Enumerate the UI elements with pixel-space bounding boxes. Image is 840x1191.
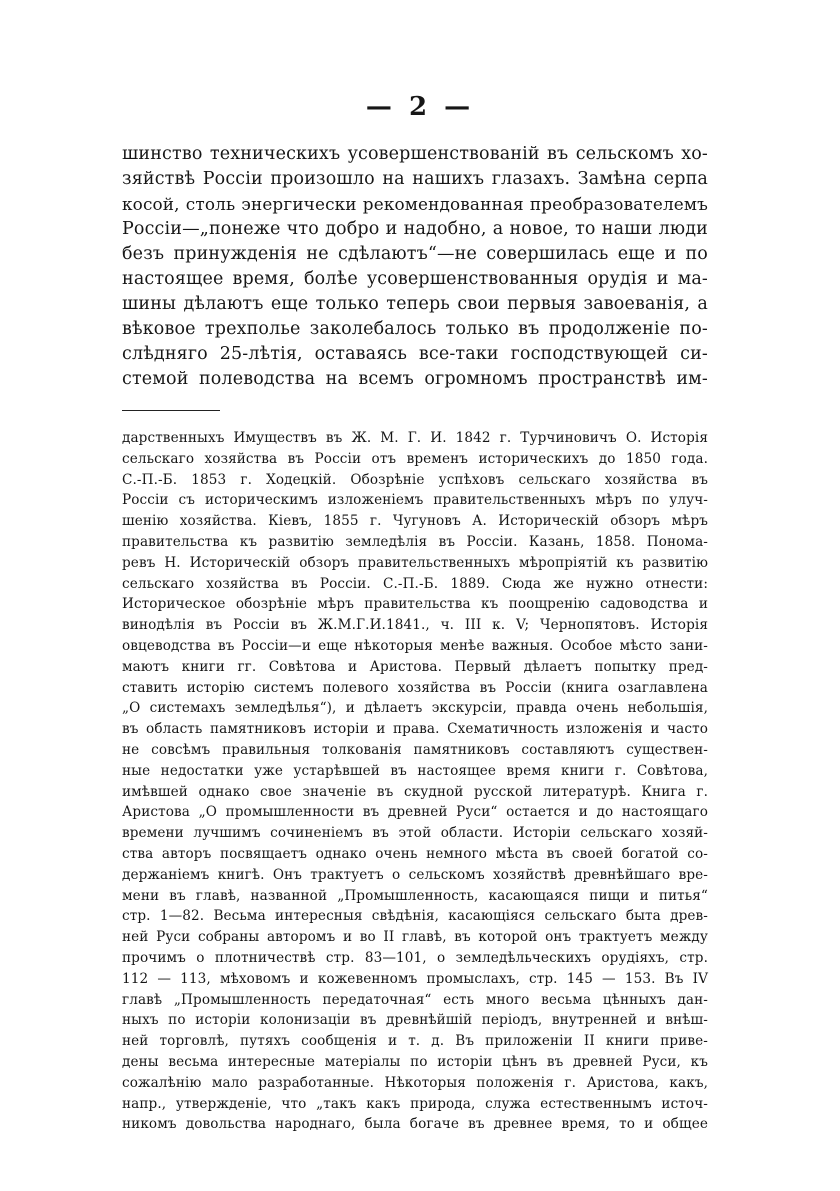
footnote-line: винодѣлія въ Россіи въ Ж.М.Г.И.1841., ч. III к. V; Чернопятовъ. Исторія bbox=[122, 617, 708, 634]
footnote-line: Аристова „О промышленности въ древней Руси“ остается и до настоящаго bbox=[122, 804, 708, 821]
footnote-line: шенію хозяйства. Кіевъ, 1855 г. Чугуновъ А. Историческій обзоръ мѣръ bbox=[122, 513, 708, 530]
main-text-line: слѣдняго 25-лѣтія, оставаясь все-таки господствующей си- bbox=[122, 344, 708, 364]
footnote-line: Россіи съ историческимъ изложеніемъ правительственныхъ мѣръ по улуч- bbox=[122, 492, 708, 509]
footnote-line: прочимъ о плотничествѣ стр. 83—101, о земледѣльческихъ орудіяхъ, стр. bbox=[122, 949, 708, 966]
footnote-line: 112 — 113, мѣховомъ и кожевенномъ промыслахъ, стр. 145 — 153. Въ IV bbox=[122, 970, 708, 987]
footnote-line: ставить исторію системъ полевого хозяйства въ Россіи (книга озаглавлена bbox=[122, 679, 708, 696]
footnote-line: маютъ книги гг. Совѣтова и Аристова. Первый дѣлаетъ попытку пред- bbox=[122, 658, 708, 675]
main-text-line: Россіи—„понеже что добро и надобно, а новое, то наши люди bbox=[122, 219, 708, 239]
main-text-line: настоящее время, болѣе усовершенствованныя орудія и ма- bbox=[122, 269, 708, 289]
footnote-line: никомъ довольства народнаго, была богаче въ древнее время, то и общее bbox=[122, 1116, 708, 1133]
footnote-line: въ область памятниковъ исторіи и права. Схематичность изложенія и часто bbox=[122, 721, 708, 738]
main-text-line: косой, столь энергически рекомендованная преобразователемъ bbox=[122, 194, 708, 214]
main-text-line: безъ принужденія не сдѣлаютъ“—не совершилась еще и по bbox=[122, 244, 708, 264]
footnote-line: Историческое обозрѣніе мѣръ правительства къ поощренію садоводства и bbox=[122, 596, 708, 613]
main-text-line: вѣковое трехполье заколебалось только въ продолженіе по- bbox=[122, 319, 708, 339]
footnote-line: „О системахъ земледѣлья“), и дѣлаетъ экскурсіи, правда очень небольшія, bbox=[122, 700, 708, 717]
footnote-block bbox=[122, 428, 708, 1135]
main-text-line: шинство техническихъ усовершенствованій въ сельскомъ хо- bbox=[122, 144, 708, 164]
footnote-line: напр., утвержденіе, что „такъ какъ природа, служа естественнымъ источ- bbox=[122, 1095, 708, 1112]
footnote-line: ства авторъ посвящаетъ однако очень немного мѣста въ своей богатой со- bbox=[122, 845, 708, 862]
footnote-line: не совсѣмъ правильныя толкованія памятниковъ составляютъ существен- bbox=[122, 741, 708, 758]
footnote-line: дарственныхъ Имуществъ въ Ж. М. Г. И. 1842 г. Турчиновичъ О. Исторія bbox=[122, 430, 708, 446]
footnote-line: сожалѣнію мало разработанные. Нѣкоторыя положенія г. Аристова, какъ, bbox=[122, 1074, 708, 1091]
footnote-line: ревъ Н. Историческій обзоръ правительственныхъ мѣропріятій къ развитію bbox=[122, 554, 708, 571]
footnote-line: главѣ „Промышленность передаточная“ есть много весьма цѣнныхъ дан- bbox=[122, 991, 708, 1008]
footnote-line: сельскаго хозяйства въ Россіи отъ временъ историческихъ до 1850 года. bbox=[122, 450, 708, 467]
footnote-line: ней Руси собраны авторомъ и во II главѣ, въ которой онъ трактуетъ между bbox=[122, 929, 708, 946]
footnote-line: правительства къ развитію земледѣлія въ Россіи. Казань, 1858. Понома- bbox=[122, 533, 708, 550]
footnote-line: сельскаго хозяйства въ Россіи. С.-П.-Б. 1889. Сюда же нужно отнести: bbox=[122, 575, 708, 592]
page-number: — 2 — bbox=[365, 92, 475, 122]
main-text-line: шины дѣлаютъ еще только теперь свои первыя завоеванія, а bbox=[122, 294, 708, 314]
footnote-line: ней торговлѣ, путяхъ сообщенія и т. д. Въ приложеніи II книги приве- bbox=[122, 1033, 708, 1050]
footnote-line: стр. 1—82. Весьма интересныя свѣдѣнія, касающіяся сельскаго быта древ- bbox=[122, 908, 708, 925]
footnote-line: ные недостатки уже устарѣвшей въ настоящее время книги г. Совѣтова, bbox=[122, 762, 708, 779]
footnote-line: ныхъ по исторіи колонизаціи въ древнѣйшій періодъ, внутренней и внѣш- bbox=[122, 1012, 708, 1029]
footnote-line: держаніемъ книгѣ. Онъ трактуетъ о сельскомъ хозяйствѣ древнѣйшаго вре- bbox=[122, 866, 708, 883]
footnote-line: С.-П.-Б. 1853 г. Ходецкій. Обозрѣніе успѣховъ сельскаго хозяйства въ bbox=[122, 471, 708, 488]
footnote-line: времени лучшимъ сочиненіемъ въ этой области. Исторіи сельскаго хозяй- bbox=[122, 825, 708, 842]
footnote-line: овцеводства въ Россіи—и еще нѣкоторыя менѣе важныя. Особое мѣсто зани- bbox=[122, 637, 708, 654]
footnote-line: мени въ главѣ, названной „Промышленность, касающаяся пищи и питья“ bbox=[122, 887, 708, 904]
footnote-divider bbox=[122, 410, 220, 411]
footnote-line: дены весьма интересные матеріалы по исторіи цѣнъ въ древней Руси, къ bbox=[122, 1053, 708, 1070]
main-text-line: зяйствѣ Россіи произошло на нашихъ глазахъ. Замѣна серпа bbox=[122, 169, 708, 189]
main-text-block bbox=[122, 142, 708, 392]
footnote-line: имѣвшей однако свое значеніе въ скудной русской литературѣ. Книга г. bbox=[122, 783, 708, 800]
main-text-line: стемой полеводства на всемъ огромномъ пространствѣ им- bbox=[122, 369, 708, 389]
